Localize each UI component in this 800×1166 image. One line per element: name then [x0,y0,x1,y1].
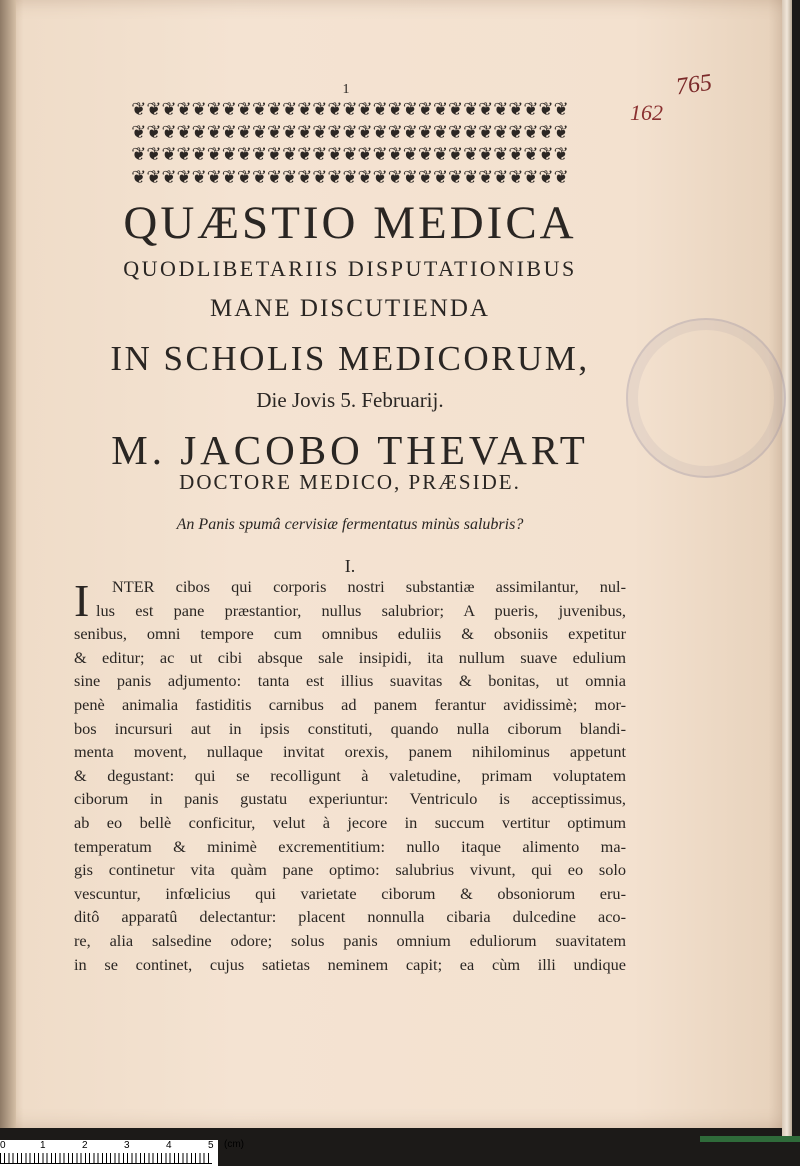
body-line: in se continet, cujus satietas neminem capit; ea cùm illi undique [74,954,626,974]
manuscript-note-upper: 765 [674,69,714,101]
body-line: bos incursuri aut in ipsis constituti, quando nulla ciborum blandi- [74,718,626,738]
headpiece-ornament [78,100,622,186]
title-date: Die Jovis 5. Februarij. [256,388,444,412]
color-bar [700,1136,800,1142]
scale-ruler [0,1139,244,1166]
ornament-row: ❦❦❦❦❦❦❦❦❦❦❦❦❦❦❦❦❦❦❦❦❦❦❦❦❦❦❦❦❦ [131,166,569,186]
body-line: penè animalia fastiditis carnibus ad panem ferantur avidissimè; mor- [74,694,626,714]
body-line: NTER cibos qui corporis nostri substantiæ assimilantur, nul- [112,577,626,596]
ruler-label: 5 [208,1140,214,1151]
body-line: sine panis adjumento: tanta est illius suavitas & bonitas, ut omnia [74,671,626,691]
body-line: & degustant: qui se recolligunt à valetudine, primam voluptatem [74,765,626,785]
title-line-1: QUÆSTIO MEDICA [123,197,577,249]
question-heading: An Panis spumâ cervisiæ fermentatus minùs salubris? [176,516,524,533]
title-line-4: IN SCHOLIS MEDICORUM, [110,339,590,378]
drop-cap: I [74,575,90,626]
body-line: lus est pane præstantior, nullus salubrior; A pueris, juvenibus, [96,600,626,620]
title-president-role: DOCTORE MEDICO, PRÆSIDE. [179,470,521,494]
section-number: I. [344,556,356,576]
body-text [74,575,626,976]
ornament-row: ❦❦❦❦❦❦❦❦❦❦❦❦❦❦❦❦❦❦❦❦❦❦❦❦❦❦❦❦❦ [131,144,569,165]
page-edge [782,0,792,1136]
body-line: ciborum in panis gustatu experiuntur: Ventriculo is acceptissimus, [74,789,626,809]
title-line-3: MANE DISCUTIENDA [210,295,490,322]
ruler-ticks [0,1153,212,1164]
body-line: temperatum & minimè excrementitium: nullo itaque alimento ma- [74,836,626,856]
ornament-row: ❦❦❦❦❦❦❦❦❦❦❦❦❦❦❦❦❦❦❦❦❦❦❦❦❦❦❦❦❦ [131,121,569,142]
title-president-name: M. JACOBO THEVART [111,427,589,473]
ruler-unit: (cm) [224,1139,244,1150]
ruler-label: 2 [82,1140,88,1151]
page-number: 1 [342,82,350,97]
ruler-label: 0 [0,1140,6,1151]
manuscript-note-lower: 162 [630,100,663,125]
ornament-row: ❦❦❦❦❦❦❦❦❦❦❦❦❦❦❦❦❦❦❦❦❦❦❦❦❦❦❦❦❦ [131,100,569,119]
ruler-label: 1 [40,1140,46,1151]
body-line: vescuntur, infœlicius qui varietate ciborum & obsoniorum eru- [74,883,626,903]
body-line: gis continetur vita quàm pane optimo: salubrius vivunt, qui eo solo [74,860,626,880]
body-line: & editur; ac ut cibi absque sale insipidi, ita nullum suave edulium [74,647,626,667]
ruler-label: 4 [166,1140,172,1151]
ruler-label: 3 [124,1140,130,1151]
body-line: re, alia salsedine odore; solus panis omnium eduliorum suavitatem [74,930,626,950]
body-line: senibus, omni tempore cum omnibus eduliis & obsoniis expetitur [74,624,626,644]
body-line: ditô apparatû delectantur: placent nonnulla cibaria dulcedine aco- [74,907,626,927]
body-line: ab eo bellè conficitur, velut à jecore in succum vertitur optimum [74,812,626,832]
body-line: menta movent, nullaque invitat orexis, panem nihilominus appetunt [74,742,626,762]
title-line-2: QUODLIBETARIIS DISPUTATIONIBUS [123,256,577,281]
